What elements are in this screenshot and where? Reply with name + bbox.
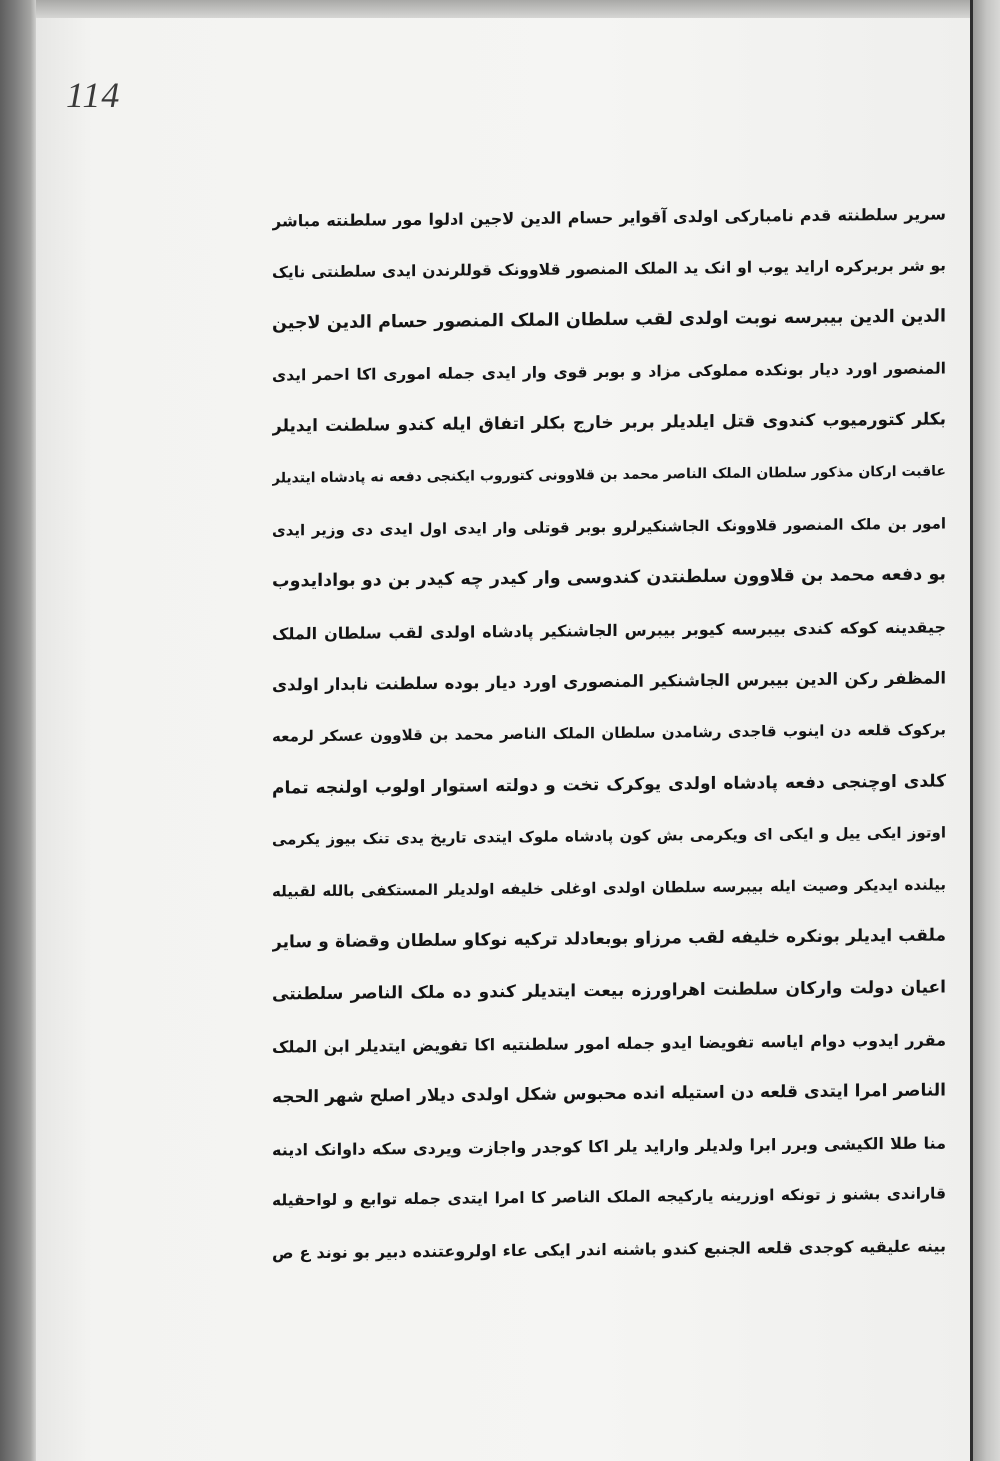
- text-line: بکلر کتورمیوب کندوی قتل ایلدیلر بربر خارج بکلر اتفاق ایله کندو سلطنت ایدیلر: [272, 409, 946, 437]
- text-line: الناصر امرا ایتدی قلعه دن استیله انده محبوس شکل اولدی دیلار اصلح شهر الحجه: [272, 1080, 946, 1108]
- text-line: قاراندی بشنو ز تونکه اوزرینه یارکیجه الملک الناصر کا امرا ایتدی جمله توابع و لواحقیله: [272, 1184, 946, 1210]
- text-line: اوتوز ایکی ییل و ایکی ای ویکرمی بش کون پادشاه ملوک ایتدی تاریخ یدی تنک بیوز یکرمی: [272, 823, 946, 849]
- text-line: بو شر بربرکره اراید یوب او انک ید الملک المنصور قلاوونک قوللرندن ایدی سلطنتی نایک: [272, 256, 946, 282]
- text-line: منا طلا الکیشی وبرر ابرا ولدیلر واراید یلر اکا کوجدر واجازت ویردی سکه داوانک ادینه: [272, 1133, 946, 1160]
- scan-top-margin: [36, 0, 1000, 18]
- text-line: امور بن ملک المنصور قلاوونک الجاشنکیرلرو بوبر قوتلی وار ایدی اول ایدی دی وزیر ایدی: [272, 514, 946, 540]
- text-line: اعیان دولت وارکان سلطنت اهراورزه بیعت ایتدیلر کندو ده ملک الناصر سلطنتی: [272, 977, 946, 1005]
- text-line: الدین الدین بیبرسه نوبت اولدی لقب سلطان الملک المنصور حسام الدین لاجین: [272, 306, 946, 334]
- text-line: مقرر ایدوب دوام ایاسه تفویضا ایدو جمله امور سلطنتیه اکا تفویض ایتدیلر ابن الملک: [272, 1029, 946, 1057]
- text-line: ملقب ایدیلر بونکره خلیفه لقب مرزاو بوبعادلد ترکیه نوکاو سلطان وقضاة و سایر: [272, 925, 946, 953]
- text-line: سریر سلطنته قدم نامبارکی اولدی آقوایر حسام الدین لاجین ادلوا مور سلطنته مباشر: [272, 204, 946, 231]
- text-line: بینه علیقیه کوجدی قلعه الجنبع کندو باشنه اندر ایکی عاء اولروعتنده دبیر بو نوند ع ص: [272, 1236, 946, 1263]
- scan-right-margin: [973, 0, 1000, 1461]
- text-line: بو دفعه محمد بن قلاوون سلطنتدن کندوسی وار کیدر چه کیدر بن دو بوادایدوب: [272, 564, 946, 592]
- folio-number: 114: [66, 75, 121, 115]
- text-line: بیلنده ایدیکر وصیت ایله بیبرسه سلطان اولدی اوغلی خلیفه اولدیلر المستکفی بالله لقبیله: [272, 875, 946, 901]
- text-line: کلدی اوچنجی دفعه پادشاه اولدی یوکرک تخت و دولته استوار اولوب اولنجه تمام: [272, 771, 946, 799]
- text-line: المظفر رکن الدین بیبرس الجاشنکیر المنصوری اورد دیار بوده سلطنت نابدار اولدی: [272, 668, 946, 695]
- manuscript-text-block: [272, 192, 946, 1275]
- text-line: برکوک قلعه دن اینوب قاجدی رشامدن سلطان الملک الناصر محمد بن قلاوون عسکر لرمعه: [272, 720, 946, 746]
- scan-left-margin: [0, 0, 36, 1461]
- text-line: جیقدینه کوکه کندی بیبرسه کیوبر بیبرس الجاشنکیر پادشاه اولدی لقب سلطان الملک: [272, 617, 946, 644]
- text-line: عاقبت ارکان مذکور سلطان الملک الناصر محمد بن قلاوونی کتوروب ایکنجی دفعه نه پادشاه ایتدیلر: [272, 463, 946, 487]
- text-line: المنصور اورد دیار بونکده مملوکی مزاد و بوبر قوی وار ایدی جمله اموری اکا احمر ایدی: [272, 359, 946, 385]
